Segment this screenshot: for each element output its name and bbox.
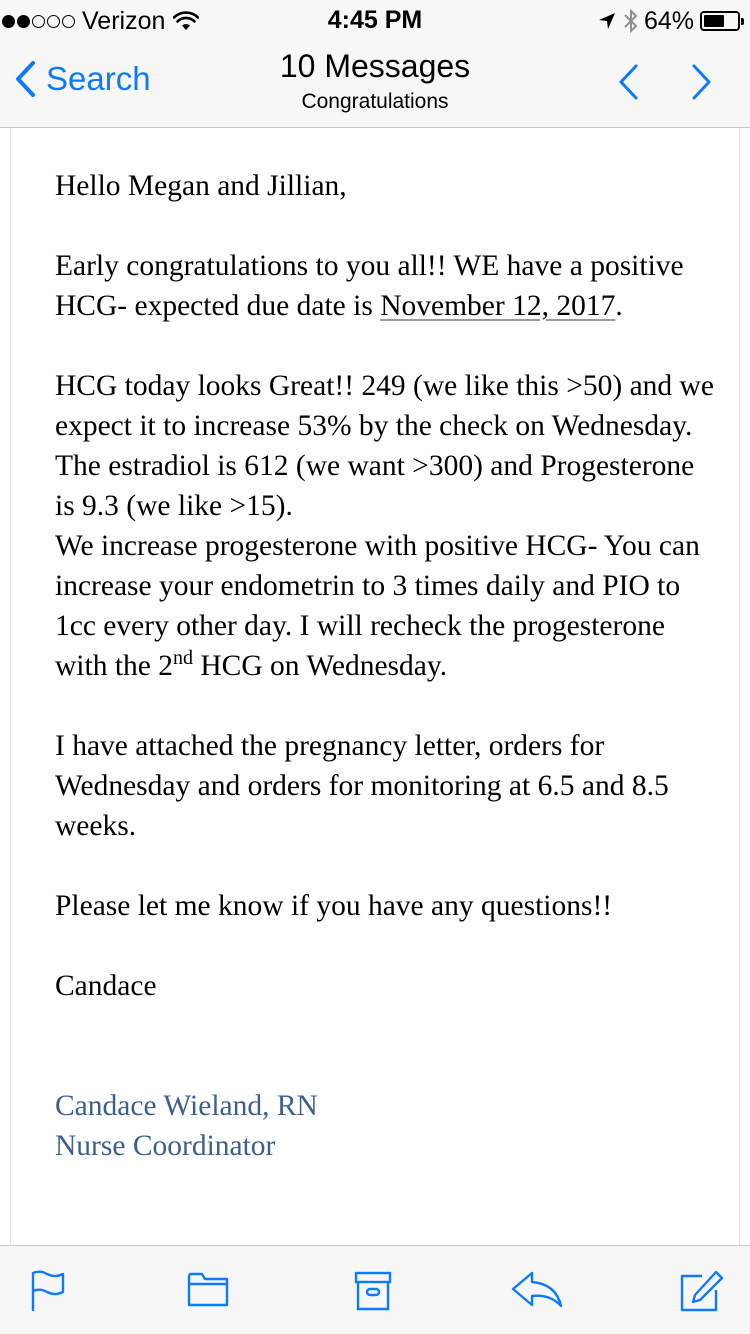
carrier-name: Verizon <box>82 6 166 35</box>
navigation-bar <box>0 40 750 128</box>
previous-message-button[interactable] <box>616 62 640 102</box>
archive-icon[interactable] <box>354 1270 392 1312</box>
location-arrow-icon <box>598 12 616 30</box>
paragraph-text: We increase progesterone with positive HCG- You can increase your endometrin to 3 times daily and PIO to 1cc every other day. I will recheck the progesterone with the 2 <box>55 530 700 682</box>
paragraph-progesterone <box>55 526 715 686</box>
battery-level-fill <box>704 15 724 27</box>
paragraph-text: HCG on Wednesday. <box>193 650 448 682</box>
battery-percentage: 64% <box>643 6 694 35</box>
compose-icon[interactable] <box>680 1270 724 1314</box>
reply-icon[interactable] <box>510 1270 564 1310</box>
bottom-toolbar <box>0 1245 750 1334</box>
next-message-button[interactable] <box>690 62 714 102</box>
signature-name: Candace Wieland, RN <box>55 1090 318 1122</box>
folder-icon[interactable] <box>187 1270 229 1308</box>
page-title: 10 Messages <box>279 48 471 84</box>
greeting: Hello Megan and Jillian, <box>55 170 347 202</box>
status-bar <box>0 0 750 40</box>
message-body[interactable] <box>10 128 740 1245</box>
paragraph-text: Early congratulations to you all!! WE have a positive HCG- expected due date is <box>55 250 684 322</box>
paragraph-due-date <box>55 246 715 326</box>
signature-title: Nurse Coordinator <box>55 1130 276 1162</box>
signoff: Candace <box>55 970 157 1002</box>
paragraph-questions: Please let me know if you have any questions!! <box>55 890 613 922</box>
ordinal-suffix: nd <box>173 647 193 670</box>
date-link[interactable]: November 12, 2017 <box>380 290 616 322</box>
back-button-label: Search <box>46 60 151 97</box>
paragraph-hcg-results: HCG today looks Great!! 249 (we like this >50) and we expect it to increase 53% by the check on Wednesday. The estradiol is 612 (we want >300) and Progesterone is 9.3 (we like >15). <box>55 370 714 522</box>
flag-icon[interactable] <box>30 1270 66 1312</box>
paragraph-text: . <box>615 290 623 322</box>
thread-subject: Congratulations <box>301 90 449 113</box>
paragraph-attachments: I have attached the pregnancy letter, orders for Wednesday and orders for monitoring at 6.5 and 8.5 weeks. <box>55 730 669 842</box>
bluetooth-icon <box>622 8 640 34</box>
status-time: 4:45 PM <box>327 6 423 34</box>
battery-icon <box>700 11 740 31</box>
